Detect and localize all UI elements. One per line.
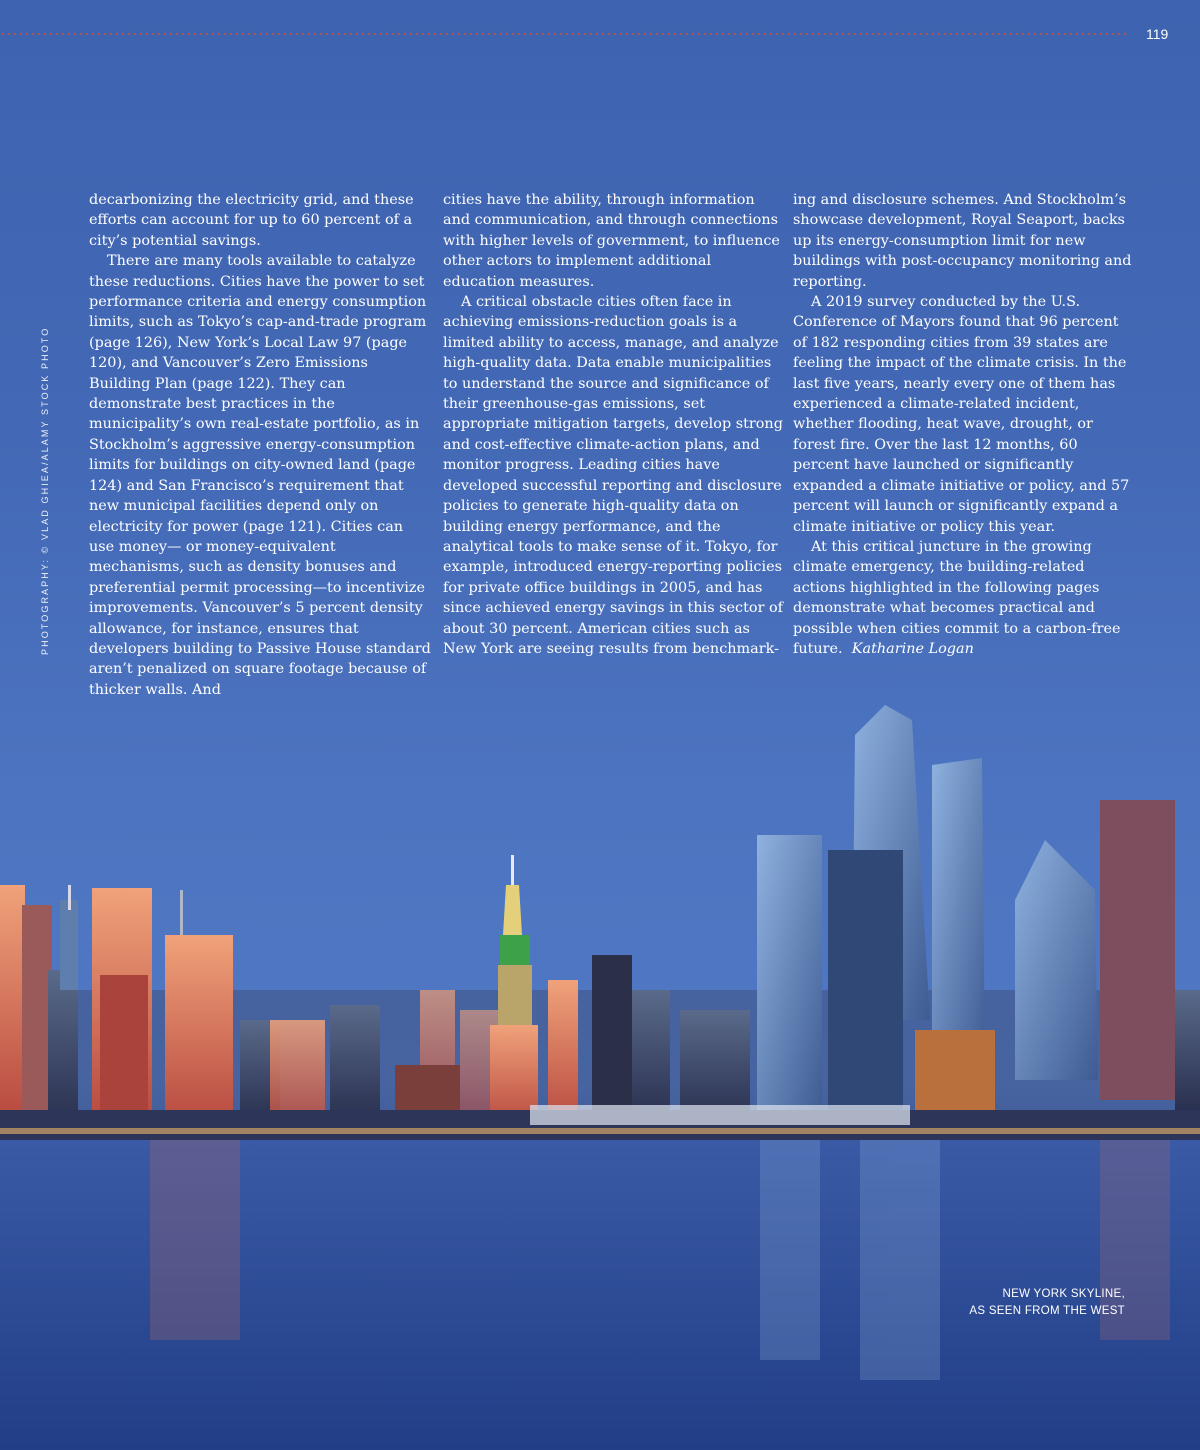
caption-line: AS SEEN FROM THE WEST (969, 1305, 1125, 1317)
text-column-2 (443, 190, 785, 659)
paragraph: A critical obstacle cities often face in achieving emissions-reduction goals is a limited ability to access, manage, and analyze high-quality data. Data enable municipalities to understand the source and significance of their greenhouse-gas emissions, set appropriate mitigation targets, develop strong and cost-effective climate-action plans, and monitor progress. Leading cities have developed successful reporting and disclosure policies to generate high-quality data on building energy performance, and the analytical tools to make sense of it. Tokyo, for example, introduced energy-reporting policies for private office buildings in 2005, and has since achieved energy savings in this sector of about 30 percent. American cities such as New York are seeing results from benchmark- (443, 294, 784, 657)
paragraph: decarbonizing the electricity grid, and these efforts can account for up to 60 percent of a city’s potential savings. (89, 192, 414, 249)
waterfront (0, 1105, 1200, 1140)
paragraph: A 2019 survey conducted by the U.S. Conference of Mayors found that 96 percent of 182 responding cities from 39 states are feeling the impact of the climate crisis. In the last five years, nearly every one of them has experienced a climate-related incident, whether flooding, heat wave, drought, or forest fire. Over the last 12 months, 60 percent have launched or significantly expanded a climate initiative or policy, and 57 percent will launch or significantly expand a climate initiative or policy this year. (793, 294, 1130, 535)
photo-caption (969, 1286, 1125, 1320)
text-column-1 (89, 190, 431, 700)
paragraph: There are many tools available to catalyze these reductions. Cities have the power to set performance criteria and energy consumption limits, such as Tokyo’s cap-and-trade program (page 126), New York’s Local Law 97 (page 120), and Vancouver’s Zero Emissions Building Plan (page 122). They can demonstrate best practices in the municipality’s own real-estate portfolio, as in Stockholm’s aggressive energy-consumption limits for buildings on city-owned land (page 124) and San Francisco’s requirement that new municipal facilities depend only on electricity for power (page 121). Cities can use money— or money-equivalent mechanisms, such as density bonuses and preferential permit processing—to incentivize improvements. Vancouver’s 5 percent density allowance, for instance, ensures that developers building to Passive House standard aren’t penalized on square footage because of thicker walls. And (89, 253, 431, 698)
skyline-photo (0, 690, 1200, 1450)
dotted-rule (0, 33, 1128, 35)
photo-credit: PHOTOGRAPHY: © VLAD GHIEA/ALAMY STOCK PHOTO (40, 326, 50, 655)
paragraph-text: At this critical juncture in the growing climate emergency, the building-related actions highlighted in the following pages demonstrate what becomes practical and possible when cities commit to a carbon-free future. (793, 538, 1121, 657)
paragraph (793, 537, 1135, 659)
caption-line: NEW YORK SKYLINE, (1002, 1288, 1125, 1300)
page-number: 119 (1146, 26, 1169, 42)
author-byline: Katharine Logan (851, 640, 974, 657)
text-column-3 (793, 190, 1135, 659)
paragraph: cities have the ability, through information and communication, and through connections with higher levels of government, to influence other actors to implement additional education measures. (443, 192, 780, 290)
paragraph: ing and disclosure schemes. And Stockholm’s showcase development, Royal Seaport, backs up its energy-consumption limit for new buildings with post-occupancy monitoring and reporting. (793, 192, 1132, 290)
